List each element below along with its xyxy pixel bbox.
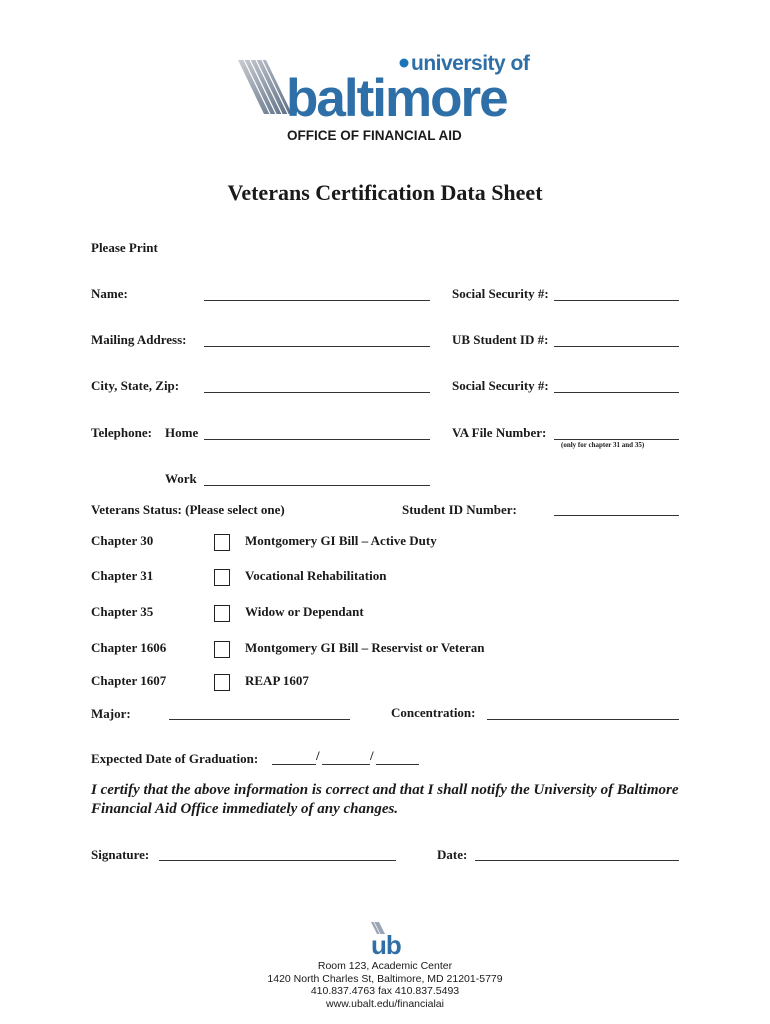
name-label: Name: [91,286,128,301]
major-field[interactable] [169,719,350,720]
date-field[interactable] [475,860,679,861]
footer-line: 410.837.4763 fax 410.837.5493 [310,985,460,998]
concentration-field[interactable] [487,719,679,720]
veterans-status-heading: Veterans Status: (Please select one) [91,502,285,517]
svg-text:university of: university of [411,54,530,75]
signature-field[interactable] [159,860,396,861]
city-state-zip-field[interactable] [204,392,430,393]
chapter-31-checkbox[interactable] [214,569,230,586]
student-id-number-label: Student ID Number: [402,502,517,517]
footer-line: 1420 North Charles St, Baltimore, MD 21201-5779 [267,972,503,985]
mailing-address-field[interactable] [204,346,430,347]
ub-student-id-label: UB Student ID #: [452,332,549,347]
svg-text:ub: ub [371,930,401,956]
graduation-date-label: Expected Date of Graduation: [91,751,259,766]
ssn-second-label: Social Security #: [452,378,549,393]
footer-website-link[interactable]: www.ubalt.edu/financialai [326,997,444,1010]
ssn-second-field[interactable] [554,392,679,393]
footer-address [0,960,770,1010]
please-print-label: Please Print [91,240,158,255]
page-title: Veterans Certification Data Sheet [227,180,543,205]
ssn-field[interactable] [554,300,679,301]
va-file-number-field[interactable] [554,439,679,440]
graduation-month-field[interactable] [272,764,316,765]
home-phone-field[interactable] [204,439,430,440]
ssn-label: Social Security #: [452,286,549,301]
chapter-1607-checkbox[interactable] [214,674,230,691]
mailing-address-label: Mailing Address: [91,332,187,347]
office-name: OFFICE OF FINANCIAL AID [287,128,462,143]
telephone-label: Telephone: [91,425,152,440]
va-file-note: (only for chapter 31 and 35) [561,441,645,449]
date-separator: / [316,748,320,763]
chapter-label: Chapter 30 [91,533,154,548]
ub-footer-logo [365,920,405,956]
certification-statement: I certify that the above information is correct and that I shall notify the University of Baltimore Financial Aid Office immediately of any changes. [91,782,679,817]
chapter-label: Chapter 35 [91,604,154,619]
chapter-description: Montgomery GI Bill – Active Duty [245,533,437,548]
logo-stripe-mark [238,60,292,114]
university-of-baltimore-logo-graphic [236,54,532,120]
name-field[interactable] [204,300,430,301]
graduation-year-field[interactable] [376,764,419,765]
chapter-label: Chapter 1607 [91,673,167,688]
chapter-label: Chapter 31 [91,568,154,583]
graduation-day-field[interactable] [322,764,370,765]
chapter-1606-checkbox[interactable] [214,641,230,658]
footer-line: Room 123, Academic Center [317,960,453,972]
ub-logo-graphic [365,920,405,956]
va-file-number-label: VA File Number: [452,425,547,440]
home-phone-label: Home [165,425,199,440]
date-label: Date: [437,847,468,862]
chapter-label: Chapter 1606 [91,640,167,655]
student-id-number-field[interactable] [554,515,679,516]
ub-student-id-field[interactable] [554,346,679,347]
chapter-30-checkbox[interactable] [214,534,230,551]
signature-label: Signature: [91,847,150,862]
date-separator: / [370,748,374,763]
chapter-description: Montgomery GI Bill – Reservist or Veteran [245,640,485,655]
city-state-zip-label: City, State, Zip: [91,378,180,393]
concentration-label: Concentration: [391,705,476,720]
chapter-description: REAP 1607 [245,673,309,688]
chapter-description: Vocational Rehabilitation [245,568,387,583]
university-logo [236,54,532,120]
major-label: Major: [91,706,131,721]
chapter-35-checkbox[interactable] [214,605,230,622]
chapter-description: Widow or Dependant [245,604,364,619]
work-phone-field[interactable] [204,485,430,486]
svg-text:baltimore: baltimore [286,69,507,120]
work-phone-label: Work [165,471,197,486]
